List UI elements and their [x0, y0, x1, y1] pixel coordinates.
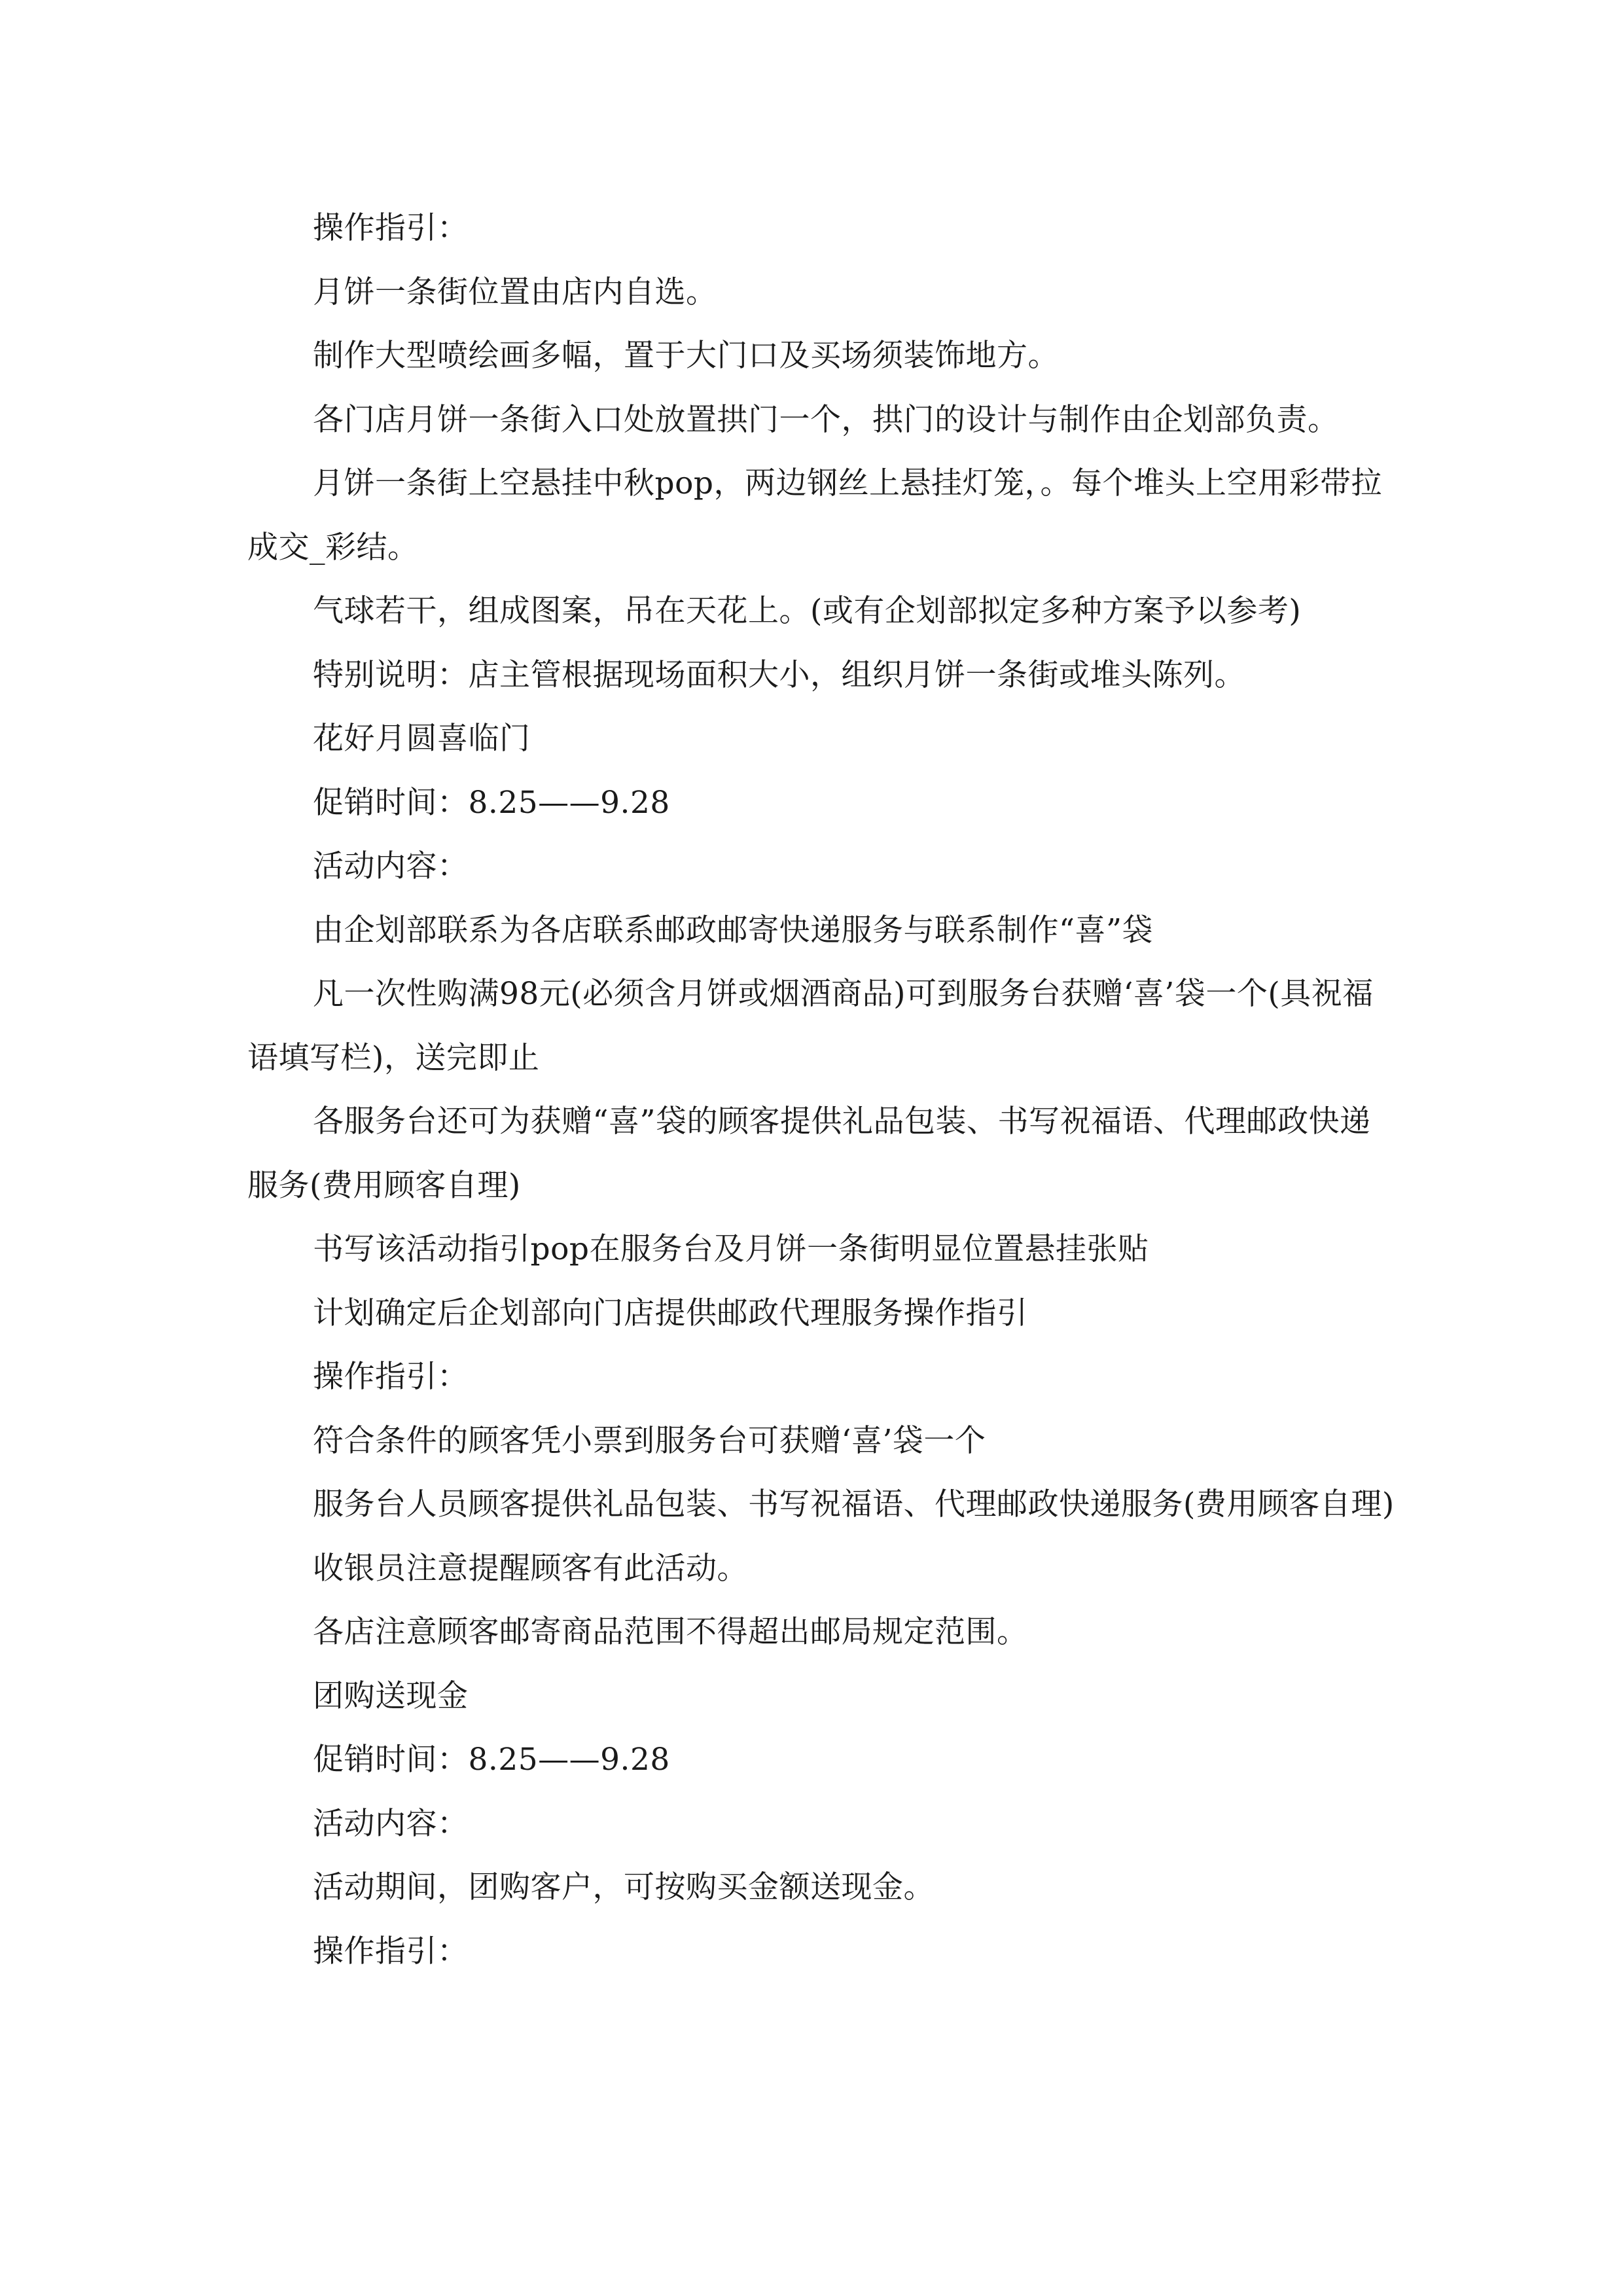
paragraph-operation-guide-3: 操作指引： [313, 1933, 469, 1969]
paragraph-operation-guide-1: 操作指引： [313, 210, 469, 246]
paragraph-eligible-customers: 符合条件的顾客凭小票到服务台可获赠‘喜’袋一个 [313, 1422, 986, 1459]
paragraph-cashier-reminder: 收银员注意提醒顾客有此活动。 [313, 1550, 748, 1587]
paragraph-group-cash: 活动期间，团购客户，可按购买金额送现金。 [313, 1869, 935, 1905]
paragraph-pop-lanterns: 月饼一条街上空悬挂中秋pop，两边钢丝上悬挂灯笼，。每个堆头上空用彩带拉成交_彩结。 [247, 465, 1382, 565]
paragraph-operation-guide-2: 操作指引： [313, 1359, 469, 1395]
paragraph-plan-confirmed: 计划确定后企划部向门店提供邮政代理服务操作指引 [313, 1295, 1028, 1331]
paragraph-activity-content-2: 活动内容： [313, 1805, 469, 1842]
paragraph-special-note: 特别说明：店主管根据现场面积大小，组织月饼一条街或堆头陈列。 [313, 656, 1245, 693]
paragraph-purchase-gift: 凡一次性购满98元(必须含月饼或烟酒商品)可到服务台获赠‘喜’袋一个(具祝福语填写栏)，送完即止 [247, 976, 1374, 1076]
paragraph-inkjet-paintings: 制作大型喷绘画多幅，置于大门口及买场须装饰地方。 [313, 338, 1059, 374]
section-heading-group-buy: 团购送现金 [313, 1677, 469, 1714]
document-body [247, 196, 1399, 1983]
paragraph-archway: 各门店月饼一条街入口处放置拱门一个，拱门的设计与制作由企划部负责。 [313, 401, 1339, 438]
paragraph-mailing-scope: 各店注意顾客邮寄商品范围不得超出邮局规定范围。 [313, 1614, 1028, 1650]
paragraph-street-location: 月饼一条街位置由店内自选。 [313, 274, 717, 310]
paragraph-service-desk: 各服务台还可为获赠“喜”袋的顾客提供礼品包装、书写祝福语、代理邮政快递服务(费用顾客自理) [247, 1103, 1371, 1204]
paragraph-postal-service: 由企划部联系为各店联系邮政邮寄快递服务与联系制作“喜”袋 [313, 912, 1154, 948]
paragraph-pop-posting: 书写该活动指引pop在服务台及月饼一条街明显位置悬挂张贴 [313, 1231, 1149, 1267]
paragraph-promo-time-2: 促销时间：8.25——9.28 [313, 1742, 670, 1778]
paragraph-promo-time-1: 促销时间：8.25——9.28 [313, 784, 670, 821]
paragraph-balloons: 气球若干，组成图案，吊在天花上。(或有企划部拟定多种方案予以参考) [313, 593, 1302, 629]
section-heading-happy-moon: 花好月圆喜临门 [313, 721, 531, 757]
paragraph-desk-staff: 服务台人员顾客提供礼品包装、书写祝福语、代理邮政快递服务(费用顾客自理) [313, 1486, 1395, 1522]
paragraph-activity-content-1: 活动内容： [313, 848, 469, 884]
